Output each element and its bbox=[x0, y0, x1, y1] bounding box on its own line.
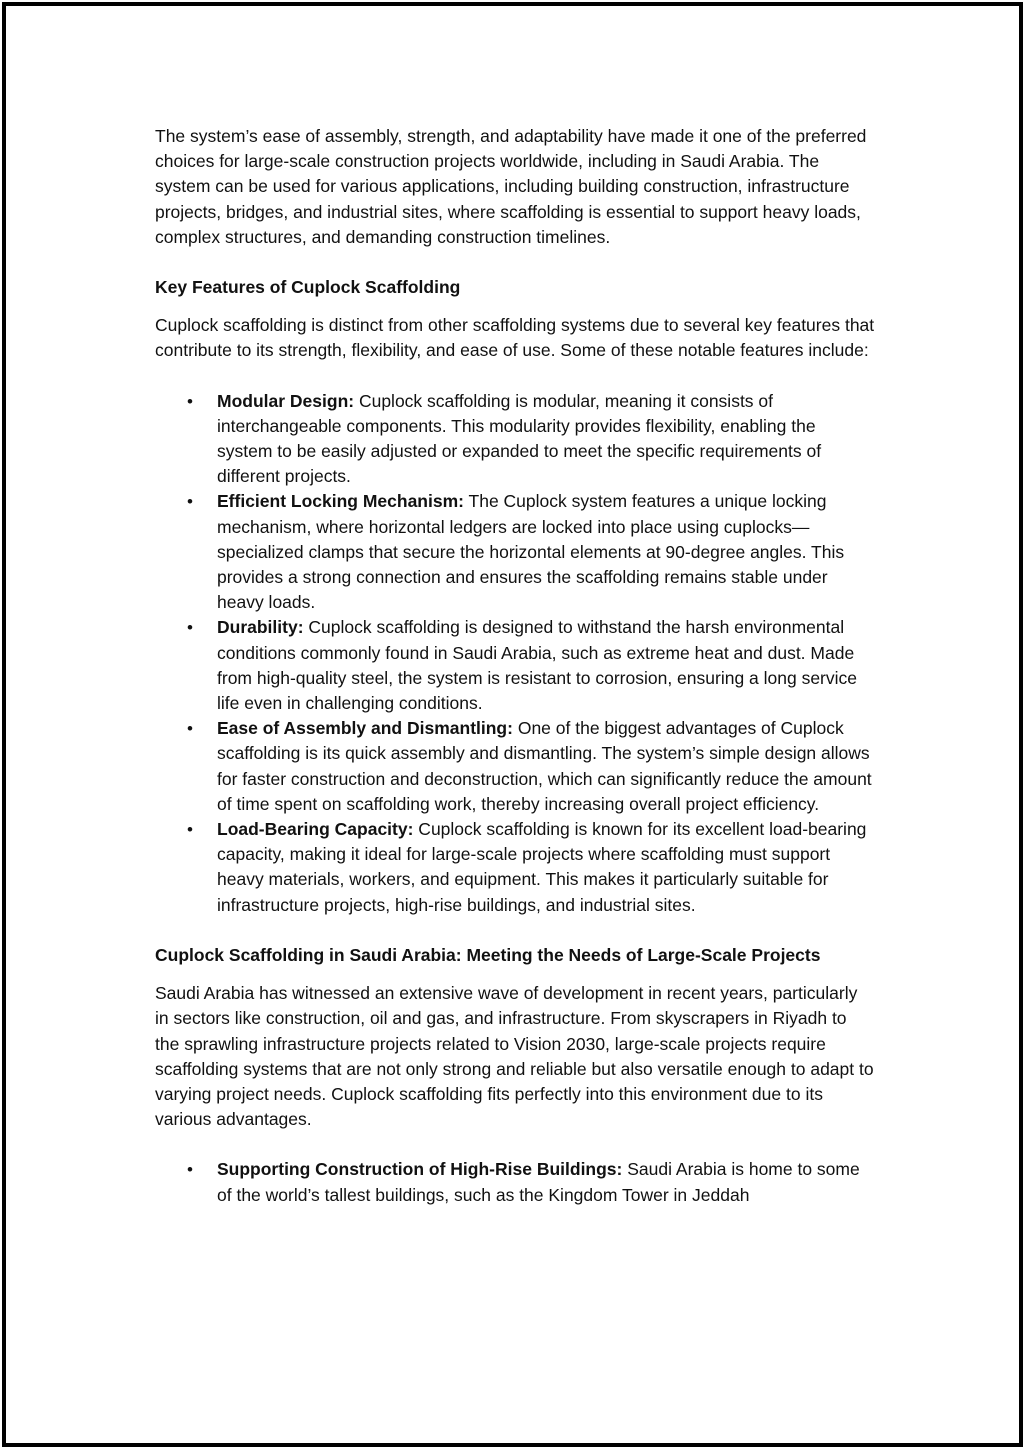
bullet-icon: • bbox=[187, 820, 193, 840]
bullet-icon: • bbox=[187, 719, 193, 739]
list-item bbox=[187, 817, 875, 918]
list-item-term: Ease of Assembly and Dismantling: bbox=[217, 718, 513, 739]
list-item-text: Cuplock scaffolding is modular, meaning it consists of interchangeable components. This modularity provides flexibility, enabling the system to be easily adjusted or expanded to meet the specific requirements of different projects. bbox=[217, 390, 822, 487]
section-heading-saudi-arabia: Cuplock Scaffolding in Saudi Arabia: Meeting the Needs of Large-Scale Projects bbox=[155, 944, 821, 965]
list-item-text: Cuplock scaffolding is known for its excellent load-bearing capacity, making it ideal for large-scale projects where scaffolding must support heavy materials, workers, and equipment. This makes it particularly suitable for infrastructure projects, high-rise buildings, and industrial sites. bbox=[217, 819, 867, 915]
saudi-arabia-paragraph: Saudi Arabia has witnessed an extensive wave of development in recent years, particularly in sectors like construction, oil and gas, and infrastructure. From skyscrapers in Riyadh to the sprawling infrastructure projects related to Vision 2030, large-scale projects require scaffolding systems that are not only strong and reliable but also versatile enough to adapt to varying project needs. Cuplock scaffolding fits perfectly into this environment due to its various advantages. bbox=[155, 983, 874, 1130]
list-item-term: Supporting Construction of High-Rise Buildings: bbox=[217, 1159, 623, 1180]
list-item-term: Modular Design: bbox=[217, 390, 355, 411]
section-heading-key-features: Key Features of Cuplock Scaffolding bbox=[155, 277, 461, 298]
list-item bbox=[187, 1157, 875, 1207]
key-features-list bbox=[155, 389, 875, 918]
bullet-icon: • bbox=[187, 492, 193, 512]
spacer bbox=[155, 918, 875, 943]
list-item-text: One of the biggest advantages of Cuplock scaffolding is its quick assembly and dismantling. The system’s simple design allows for faster construction and deconstruction, which can significantly reduce the amount of time spent on scaffolding work, thereby increasing overall project efficiency. bbox=[217, 718, 872, 814]
list-item-text: Cuplock scaffolding is designed to withstand the harsh environmental conditions commonly found in Saudi Arabia, such as extreme heat and dust. Made from high-quality steel, the system is resistant to corrosion, ensuring a long service life even in challenging conditions. bbox=[217, 617, 858, 714]
list-item bbox=[187, 389, 875, 490]
intro-paragraph: The system’s ease of assembly, strength, and adaptability have made it one of the preferred choices for large-scale construction projects worldwide, including in Saudi Arabia. The system can be used for various applications, including building construction, infrastructure projects, bridges, and industrial sites, where scaffolding is essential to support heavy loads, complex structures, and demanding construction timelines. bbox=[155, 126, 867, 247]
list-item-term: Efficient Locking Mechanism: bbox=[217, 491, 464, 512]
list-item bbox=[187, 489, 875, 615]
bullet-icon: • bbox=[187, 391, 193, 411]
key-features-paragraph: Cuplock scaffolding is distinct from other scaffolding systems due to several key features that contribute to its strength, flexibility, and ease of use. Some of these notable features include: bbox=[155, 315, 875, 361]
list-item-term: Durability: bbox=[217, 617, 304, 638]
list-item-term: Load-Bearing Capacity: bbox=[217, 819, 414, 840]
list-item-text: The Cuplock system features a unique locking mechanism, where horizontal ledgers are locked into place using cuplocks—specialized clamps that secure the horizontal elements at 90-degree angles. This provides a strong connection and ensures the scaffolding remains stable under heavy loads. bbox=[217, 491, 845, 613]
list-item-text: Saudi Arabia is home to some of the world’s tallest buildings, such as the Kingdom Tower in Jeddah bbox=[217, 1159, 860, 1205]
list-item bbox=[187, 716, 875, 817]
bullet-icon: • bbox=[187, 618, 193, 638]
saudi-arabia-list bbox=[155, 1157, 875, 1207]
bullet-icon: • bbox=[187, 1160, 193, 1180]
list-item bbox=[187, 615, 875, 716]
document-body bbox=[155, 124, 875, 1208]
